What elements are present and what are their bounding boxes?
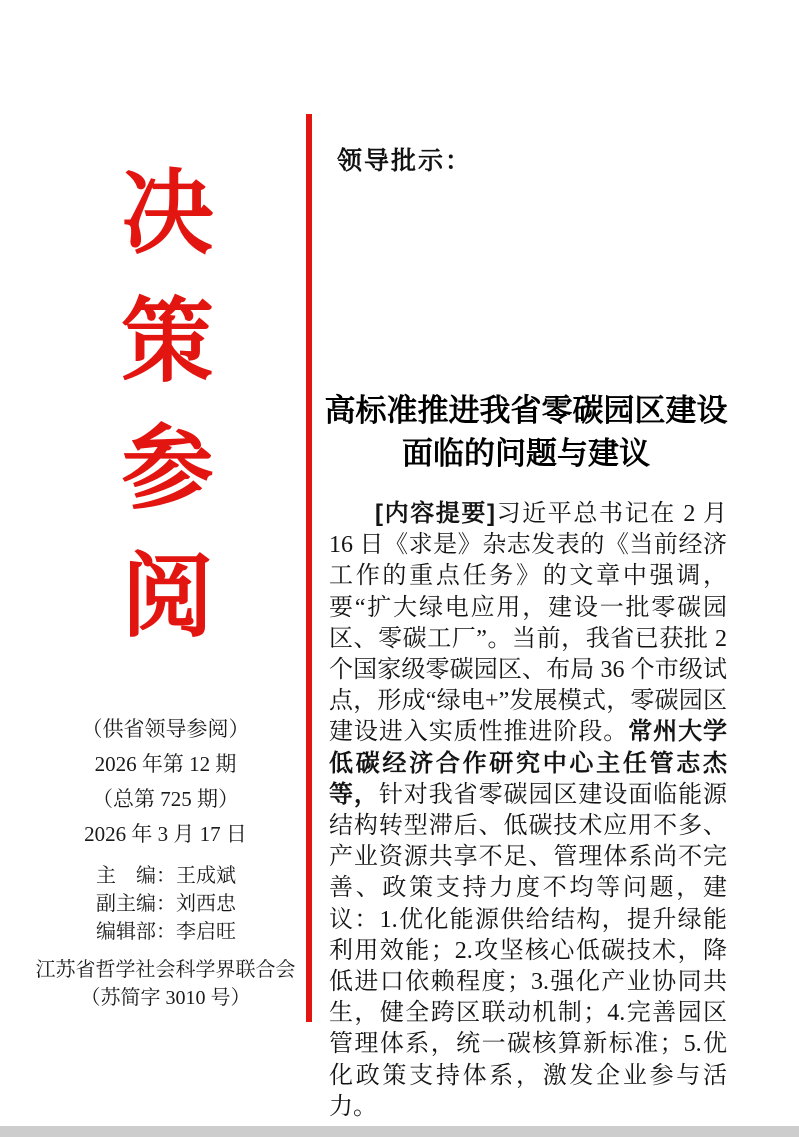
publisher-code: （苏简字 3010 号）: [80, 987, 251, 1009]
abstract-text-1: 习近平总书记在 2 月 16 日《求是》杂志发表的《当前经济工作的重点任务》的文章中强调，要“扩大绿电应用，建设一批零碳园区、零碳工厂”。当前，我省已获批 2 个国家级零碳园区、布局 36 个市级试点，形成“绿电+”发展模式，零碳园区建设进入实质性推进阶段。: [329, 501, 728, 746]
issue-total-number: （总第 725 期）: [92, 787, 239, 811]
staff-chief-editor: 主 编：王成斌: [96, 865, 236, 887]
abstract-text-2: 针对我省零碳园区建设面临能源结构转型滞后、低碳技术应用不多、产业资源共享不足、管理体系尚不完善、政策支持力度不均等问题，建议：1.优化能源供给结构，提升绿能利用效能；2.攻坚核心低碳技术，降低进口依赖程度；3.强化产业协同共生，健全跨区联动机制；4.完善园区管理体系，统一碳核算新标准；5.优化政策支持体系，激发企业参与活力。: [329, 781, 728, 1120]
masthead-title: [14, 163, 321, 648]
article-title-line1: 高标准推进我省零碳园区建设: [324, 393, 728, 428]
issue-number: 2026 年第 12 期: [94, 752, 237, 776]
leader-note-label: 领导批示：: [337, 147, 473, 175]
abstract-paragraph: [329, 498, 727, 1123]
issue-info-block: [12, 712, 319, 852]
masthead-char-2: 策: [121, 290, 214, 393]
scan-edge-bar: [0, 1126, 799, 1137]
issue-audience: （供省领导参阅）: [81, 717, 250, 741]
red-divider-line: [306, 114, 312, 1022]
abstract-bold-authors: 常州大学低碳经济合作研究中心主任管志杰等，: [329, 719, 728, 808]
abstract-label: [内容提要]: [375, 500, 495, 527]
issue-date: 2026 年 3 月 17 日: [84, 822, 247, 846]
masthead-char-4: 阅: [121, 545, 214, 648]
masthead-char-3: 参: [121, 418, 214, 521]
staff-deputy-editor: 副主编：刘西忠: [96, 893, 236, 915]
masthead-char-1: 决: [121, 163, 214, 265]
staff-block: [96, 862, 236, 946]
publisher-name: 江苏省哲学社会科学界联合会: [35, 959, 296, 981]
publisher-block: [12, 956, 319, 1012]
article-title-line2: 面临的问题与建议: [402, 436, 650, 471]
article-title: [320, 389, 732, 475]
staff-editorial-dept: 编辑部：李启旺: [96, 921, 236, 943]
